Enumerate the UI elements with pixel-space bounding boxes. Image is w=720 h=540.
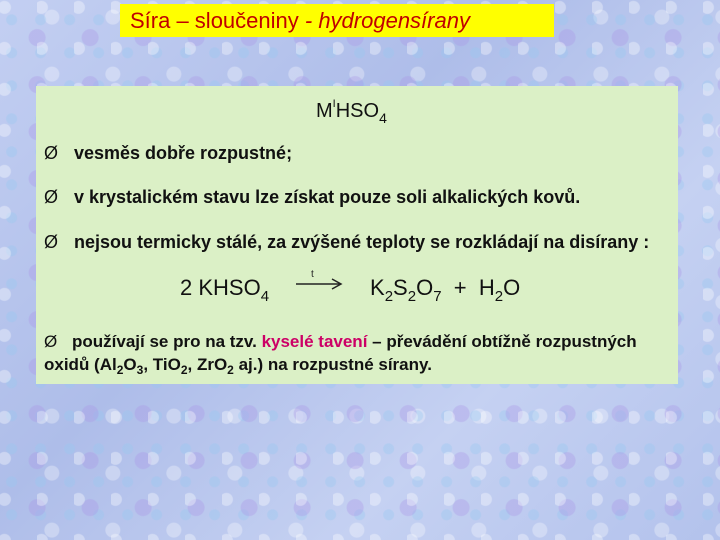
zr-index: 2 (227, 363, 234, 377)
title-main: Síra – sloučeniny (130, 8, 299, 33)
al-oxygen: O (123, 355, 137, 374)
formula-index: 4 (379, 110, 387, 126)
bullet-text: nejsou termicky stálé, za zvýšené teploty se rozkládají na disírany : (74, 232, 650, 252)
formula-oxidation-state: I (332, 98, 336, 110)
formula-body: HSO (335, 100, 380, 122)
bullet-arrow-icon: Ø (44, 332, 58, 351)
bullet-arrow-icon: Ø (44, 232, 59, 252)
oxides-start: oxidů (Al (44, 355, 117, 374)
product1-s-index: 2 (407, 288, 417, 305)
highlighted-term: kyselé tavení (261, 332, 368, 351)
last-text-after: – převádění obtížně rozpustných (367, 332, 637, 351)
ti-index: 2 (180, 363, 188, 377)
general-formula (316, 98, 387, 126)
zr-oxide: , ZrO (187, 355, 228, 374)
formula-metal: M (316, 100, 333, 122)
bullet-item (44, 187, 580, 208)
product1-s: S (393, 275, 408, 300)
reaction-reactant (180, 275, 269, 305)
reactant-formula: KHSO (198, 275, 261, 300)
bullet-text: v krystalickém stavu lze získat pouze soli alkalických kovů. (74, 187, 581, 207)
title-subtitle: - hydrogensírany (298, 8, 470, 33)
bullet-item (44, 143, 292, 164)
reactant-coefficient: 2 (180, 275, 193, 300)
bullet-arrow-icon: Ø (44, 143, 59, 163)
product1-k: K (370, 275, 385, 300)
reaction-arrow-icon (294, 268, 346, 290)
product2-h: H (478, 275, 495, 300)
oxides-end: aj.) na rozpustné sírany. (233, 355, 432, 374)
product2-h-index: 2 (494, 288, 504, 305)
bullet-item-last (44, 330, 684, 382)
bullet-text: vesměs dobře rozpustné; (74, 143, 293, 163)
ti-oxide: , TiO (143, 355, 181, 374)
arrow-label: t (311, 269, 314, 280)
al-index: 2 (116, 363, 124, 377)
slide-title (120, 4, 554, 37)
product1-o: O (416, 275, 434, 300)
reaction-products (370, 275, 520, 305)
al-o-index: 3 (136, 363, 144, 377)
product1-o-index: 7 (433, 288, 442, 305)
last-text-before: používají se pro na tzv. (72, 332, 262, 351)
bullet-item (44, 232, 649, 253)
bullet-arrow-icon: Ø (44, 187, 59, 207)
product2-o: O (503, 275, 521, 300)
plus-sign: + (453, 275, 467, 300)
reactant-index: 4 (260, 288, 270, 305)
product1-k-index: 2 (384, 288, 394, 305)
